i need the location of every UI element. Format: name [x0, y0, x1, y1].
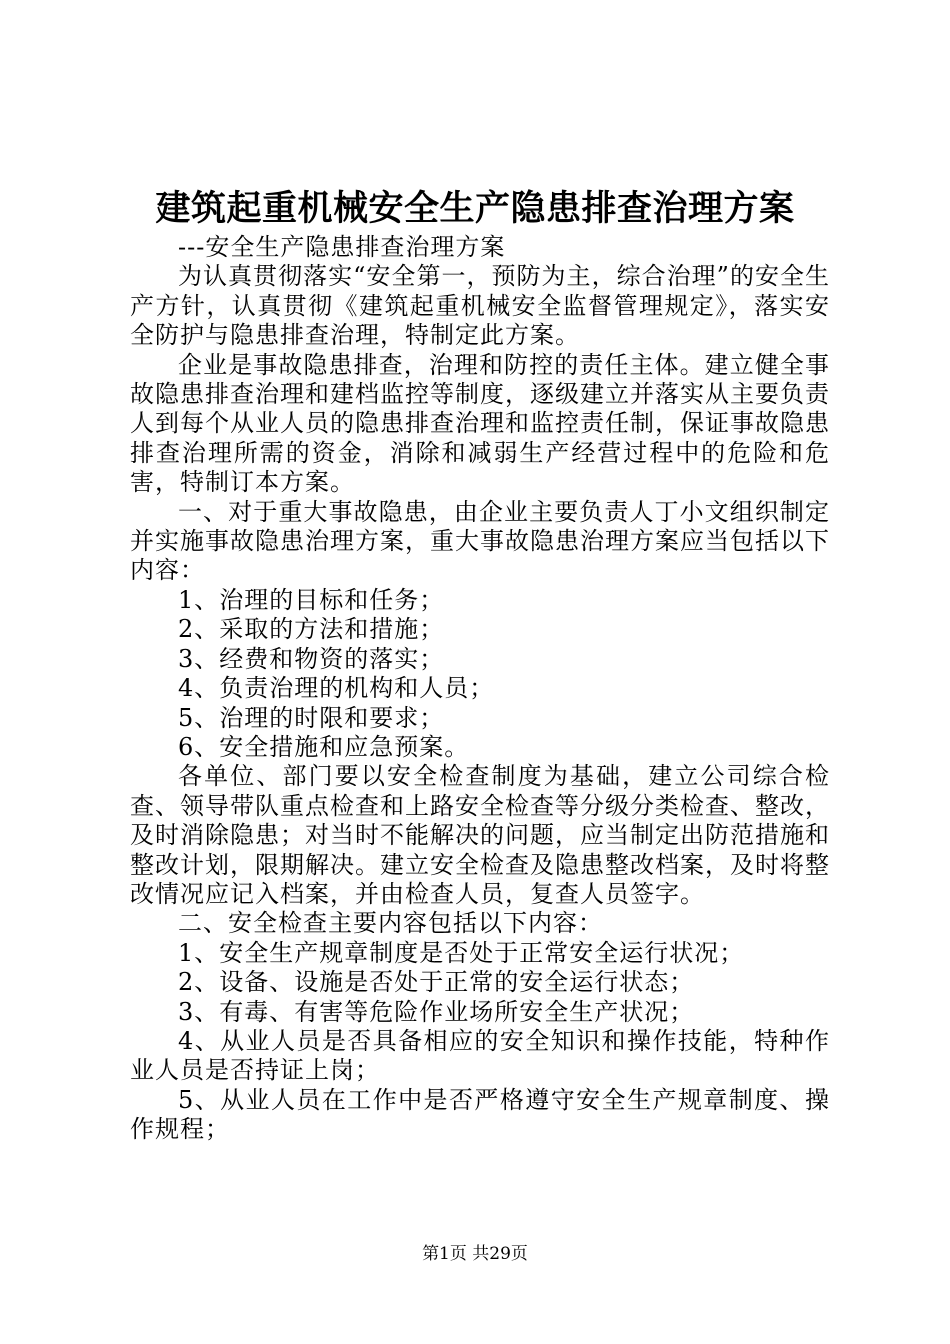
list-item: 3、经费和物资的落实； [178, 644, 445, 673]
list-item: 1、安全生产规章制度是否处于正常安全运行状况； [178, 938, 745, 967]
list-item: 6、安全措施和应急预案。 [178, 732, 470, 761]
inspection-system-paragraph: 各单位、部门要以安全检查制度为基础，建立公司综合检查、领导带队重点检查和上路安全检查等分级分类检查、整改，及时消除隐患；对当时不能解决的问题，应当制定出防范措施和整改计划，限期解决。建立安全检查及隐患整改档案，及时将整改情况应记入档案，并由检查人员，复查人员签字。 [130, 762, 830, 908]
responsibility-paragraph: 企业是事故隐患排查，治理和防控的责任主体。建立健全事故隐患排查治理和建档监控等制度，逐级建立并落实从主要负责人到每个从业人员的隐患排查治理和监控责任制，保证事故隐患排查治理所需的资金，消除和减弱生产经营过程中的危险和危害，特制订本方案。 [130, 350, 830, 497]
section-two-heading: 二、安全检查主要内容包括以下内容： [178, 909, 603, 938]
document-title: 建筑起重机械安全生产隐患排查治理方案 [155, 188, 795, 229]
list-item: 2、设备、设施是否处于正常的安全运行状态； [178, 968, 695, 997]
section-one-paragraph: 一、对于重大事故隐患，由企业主要负责人丁小文组织制定并实施事故隐患治理方案，重大事故隐患治理方案应当包括以下内容： [130, 497, 830, 585]
list-item: 4、从业人员是否具备相应的安全知识和操作技能，特种作业人员是否持证上岗； [130, 1026, 830, 1085]
subtitle-paragraph: ---安全生产隐患排查治理方案 [178, 233, 506, 261]
document-body [130, 233, 830, 1145]
list-item: 3、有毒、有害等危险作业场所安全生产状况； [178, 997, 695, 1026]
list-item: 5、从业人员在工作中是否严格遵守安全生产规章制度、操作规程； [130, 1085, 830, 1144]
intro-paragraph: 为认真贯彻落实“安全第一，预防为主，综合治理”的安全生产方针，认真贯彻《建筑起重机械安全监督管理规定》，落实安全防护与隐患排查治理，特制定此方案。 [130, 262, 830, 350]
page-number-footer: 第1页 共29页 [422, 1244, 528, 1264]
list-item: 1、治理的目标和任务； [178, 585, 445, 614]
list-item: 4、负责治理的机构和人员； [178, 674, 495, 703]
list-item: 2、采取的方法和措施； [178, 615, 445, 644]
list-item: 5、治理的时限和要求； [178, 703, 445, 732]
